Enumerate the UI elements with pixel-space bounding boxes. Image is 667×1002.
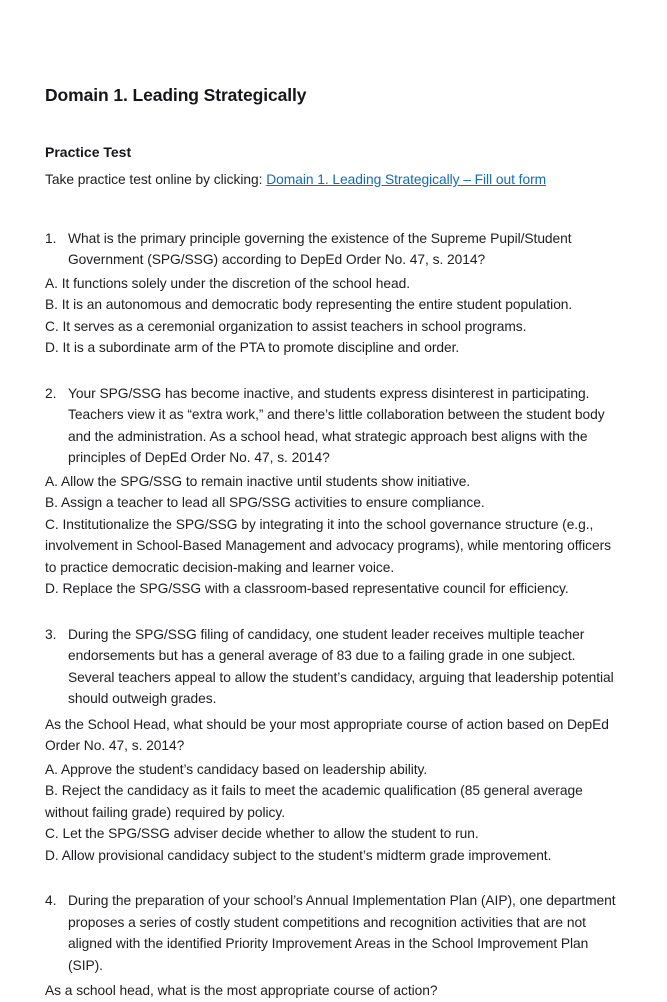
question-4-stem: As a school head, what is the most appropriate course of action? (45, 983, 438, 998)
practice-test-link-line (45, 169, 621, 191)
question-3-options (45, 759, 621, 867)
question-block-1 (45, 228, 621, 359)
question-2-options (45, 471, 621, 600)
question-2-text: Your SPG/SSG has become inactive, and students express disinterest in participating. Teachers view it as “extra work,” and there’s little collaboration between the student body and the administration. As a school head, what strategic approach best aligns with the principles of DepEd Order No. 47, s. 2014? (68, 385, 605, 465)
question-1-option-a: A. It functions solely under the discretion of the school head. (45, 275, 410, 291)
question-1-option-b: B. It is an autonomous and democratic body representing the entire student population. (45, 297, 573, 312)
question-3-option-a: A. Approve the student’s candidacy based on leadership ability. (45, 761, 428, 777)
question-2-option-b: B. Assign a teacher to lead all SPG/SSG activities to ensure compliance. (45, 495, 485, 510)
question-4-text: During the preparation of your school’s Annual Implementation Plan (AIP), one department proposes a series of costly student competitions and recognition activities that are not aligned with the identified Priority Improvement Areas in the School Improvement Plan (SIP). (68, 893, 616, 973)
question-2 (45, 383, 621, 469)
question-1-text: What is the primary principle governing the existence of the Supreme Pupil/Student Government (SPG/SSG) according to DepEd Order No. 47, s. 2014? (68, 230, 572, 267)
question-block-2 (45, 383, 621, 600)
section-heading: Practice Test (45, 144, 132, 160)
question-1-option-c: C. It serves as a ceremonial organization to assist teachers in school programs. (45, 318, 527, 334)
question-3-stem: As the School Head, what should be your most appropriate course of action based on DepEd Order No. 47, s. 2014? (45, 716, 609, 753)
question-1-number: 1. (45, 230, 57, 246)
question-2-option-a: A. Allow the SPG/SSG to remain inactive until students show initiative. (45, 473, 471, 489)
question-4-number: 4. (45, 893, 57, 908)
question-3-option-c: C. Let the SPG/SSG adviser decide whether to allow the student to run. (45, 826, 479, 841)
question-3-option-d: D. Allow provisional candidacy subject to the student’s midterm grade improvement. (45, 847, 552, 863)
link-prefix-text: Take practice test online by clicking: (45, 172, 267, 187)
question-3-text: During the SPG/SSG filing of candidacy, one student leader receives multiple teacher endorsements but has a general average of 83 due to a failing grade in one subject. Several teachers appeal to allow the student’s candidacy, arguing that leadership potential should outweigh grades. (68, 626, 614, 706)
question-block-4 (45, 890, 621, 1002)
question-3-number: 3. (45, 626, 57, 642)
question-3 (45, 624, 621, 710)
question-2-option-d: D. Replace the SPG/SSG with a classroom-based representative council for efficiency. (45, 581, 569, 596)
question-4 (45, 890, 621, 976)
question-1-options (45, 273, 621, 359)
question-2-number: 2. (45, 385, 57, 401)
fill-out-form-link[interactable]: Domain 1. Leading Strategically – Fill out form (266, 172, 547, 187)
question-block-3 (45, 624, 621, 867)
page-title: Domain 1. Leading Strategically (45, 85, 307, 105)
question-1 (45, 228, 621, 271)
question-1-option-d: D. It is a subordinate arm of the PTA to promote discipline and order. (45, 340, 460, 355)
question-3-option-b: B. Reject the candidacy as it fails to meet the academic qualification (85 general average without failing grade) required by policy. (45, 783, 583, 820)
question-2-option-c: C. Institutionalize the SPG/SSG by integrating it into the school governance structure (e.g., involvement in School-Based Management and advocacy programs), while mentoring officers to practice democratic decision-making and learner voice. (45, 516, 611, 575)
